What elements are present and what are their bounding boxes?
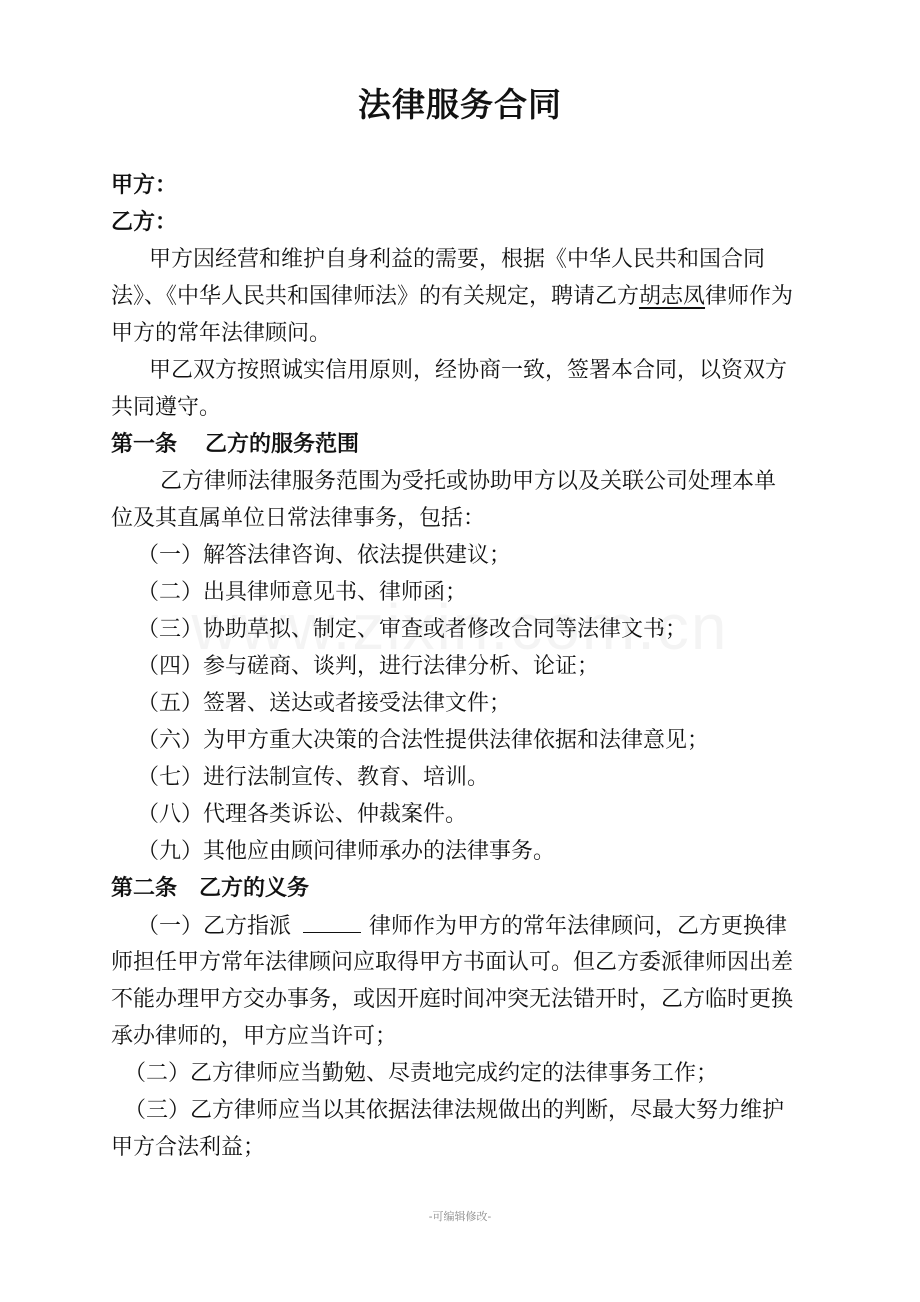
article-1-desc-line-1: 乙方律师法律服务范围为受托或协助甲方以及关联公司处理本单 — [160, 469, 777, 494]
article-2-number: 第二条 — [111, 876, 178, 901]
intro-line-3: 甲方的常年法律顾问。 — [111, 321, 332, 346]
intro-line-2-after: 律师作为 — [705, 284, 794, 309]
article-1-number: 第一条 — [111, 432, 178, 457]
article-2-item-1-line-3: 不能办理甲方交办事务，或因开庭时间冲突无法错开时，乙方临时更换 — [111, 987, 794, 1012]
article-1-item: （九）其他应由顾问律师承办的法律事务。 — [137, 839, 556, 864]
document-title: 法律服务合同 — [358, 85, 562, 124]
article-2-title: 乙方的义务 — [199, 876, 310, 901]
article-1-item: （五）签署、送达或者接受法律文件； — [137, 691, 512, 716]
article-1-item: （二）出具律师意见书、律师函； — [137, 580, 468, 605]
article-1-item: （八）代理各类诉讼、仲裁案件。 — [137, 802, 468, 827]
lawyer-name-blank — [303, 910, 361, 933]
article-1-item: （四）参与磋商、谈判，进行法律分析、论证； — [137, 654, 600, 679]
article-2-item-3-line-2: 甲方合法利益； — [111, 1135, 266, 1160]
principle-line-1: 甲乙双方按照诚实信用原则，经协商一致，签署本合同，以资双方 — [149, 358, 788, 383]
party-b-label: 乙方： — [111, 210, 178, 235]
intro-line-2 — [111, 281, 793, 313]
article-1-title: 乙方的服务范围 — [205, 432, 360, 457]
article-1-heading — [111, 429, 359, 461]
article-2-item-1-line-2: 师担任甲方常年法律顾问应取得甲方书面认可。但乙方委派律师因出差 — [111, 950, 794, 975]
article-2-item-1-line-4: 承办律师的，甲方应当许可； — [111, 1024, 398, 1049]
article-1-desc-line-2: 位及其直属单位日常法律事务，包括： — [111, 506, 486, 531]
article-1-item: （一）解答法律咨询、依法提供建议； — [137, 543, 512, 568]
article-1-item: （七）进行法制宣传、教育、培训。 — [137, 765, 490, 790]
article-2-item-3-line-1: （三）乙方律师应当以其依据法律法规做出的判断，尽最大努力维护 — [124, 1098, 785, 1123]
article-2-item-2: （二）乙方律师应当勤勉、尽责地完成约定的法律事务工作； — [124, 1061, 719, 1086]
article-1-item: （三）协助草拟、制定、审查或者修改合同等法律文书； — [137, 617, 688, 642]
intro-line-1: 甲方因经营和维护自身利益的需要，根据《中华人民共和国合同 — [149, 247, 766, 272]
article-2-heading — [111, 873, 309, 905]
principle-line-2: 共同遵守。 — [111, 395, 222, 420]
lawyer-name: 胡志凤 — [639, 284, 706, 309]
article-2-item-1-after: 律师作为甲方的常年法律顾问，乙方更换律 — [369, 914, 788, 939]
article-1-item: （六）为甲方重大决策的合法性提供法律依据和法律意见； — [137, 728, 710, 753]
article-2-item-1-line-1 — [137, 910, 787, 943]
page-footer: -可编辑修改- — [428, 1210, 492, 1223]
article-2-item-1-before: （一）乙方指派 — [137, 914, 292, 939]
party-a-label: 甲方： — [111, 173, 178, 198]
intro-line-2-before: 法》、《中华人民共和国律师法》的有关规定，聘请乙方 — [111, 284, 640, 309]
